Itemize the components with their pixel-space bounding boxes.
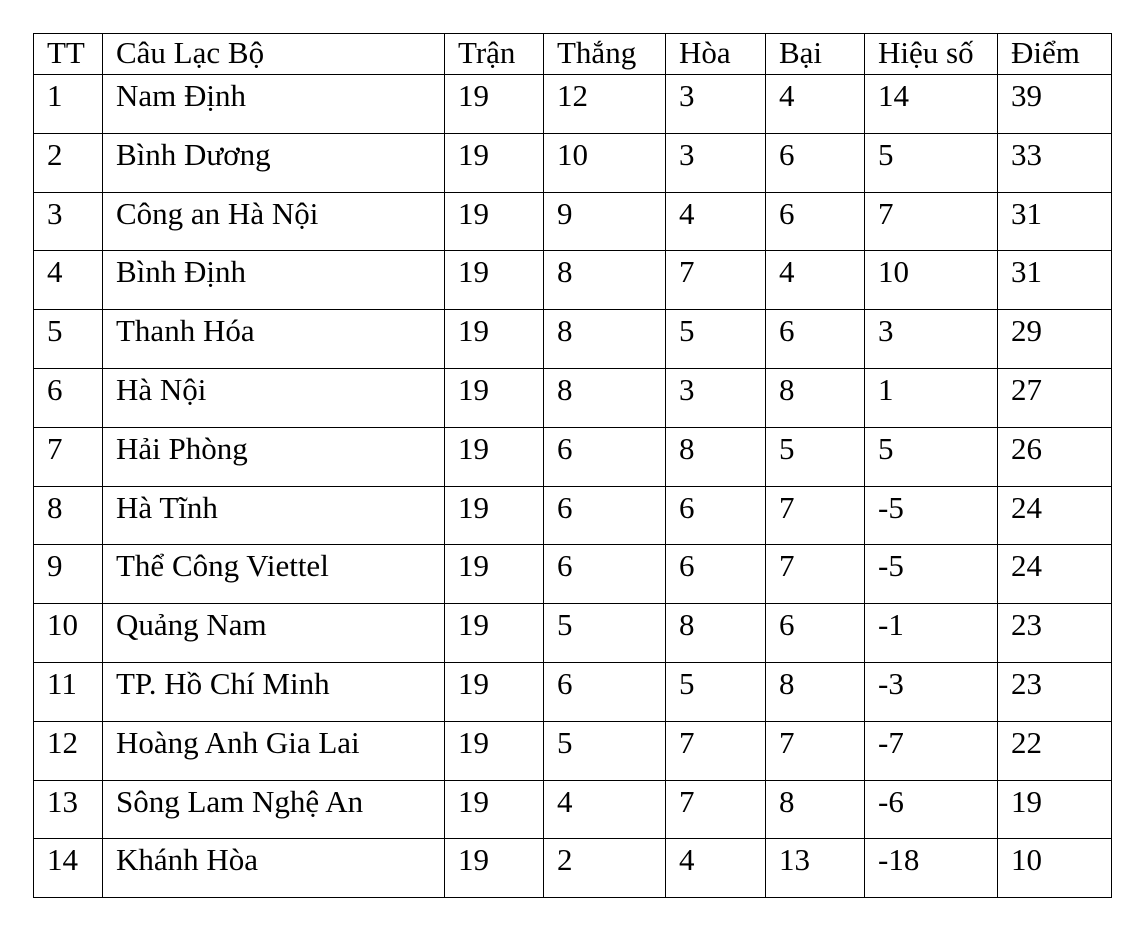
cell-goal-difference: -5 [865,486,998,545]
table-row [34,310,1112,369]
cell-points: 10 [998,839,1112,898]
table-row [34,545,1112,604]
cell-rank: 6 [34,368,103,427]
standings-table [33,33,1112,898]
cell-drawn: 5 [666,662,766,721]
cell-drawn: 5 [666,310,766,369]
table-row [34,427,1112,486]
cell-lost: 8 [766,662,865,721]
cell-drawn: 7 [666,721,766,780]
cell-won: 5 [544,721,666,780]
cell-lost: 6 [766,310,865,369]
table-row [34,75,1112,134]
table-row [34,721,1112,780]
cell-drawn: 3 [666,133,766,192]
cell-goal-difference: -18 [865,839,998,898]
cell-won: 8 [544,310,666,369]
cell-club: Hà Nội [103,368,445,427]
cell-goal-difference: 5 [865,427,998,486]
cell-goal-difference: 7 [865,192,998,251]
cell-won: 6 [544,427,666,486]
cell-club: Thanh Hóa [103,310,445,369]
table-header [34,34,1112,75]
cell-lost: 7 [766,486,865,545]
table-row [34,192,1112,251]
cell-points: 24 [998,545,1112,604]
table-row [34,133,1112,192]
cell-points: 22 [998,721,1112,780]
cell-drawn: 3 [666,75,766,134]
cell-played: 19 [445,604,544,663]
cell-club: Hải Phòng [103,427,445,486]
cell-rank: 11 [34,662,103,721]
table-body [34,75,1112,898]
cell-rank: 1 [34,75,103,134]
cell-drawn: 8 [666,604,766,663]
cell-club: Bình Dương [103,133,445,192]
cell-club: Sông Lam Nghệ An [103,780,445,839]
header-points: Điểm [998,34,1112,75]
cell-won: 8 [544,368,666,427]
cell-goal-difference: -5 [865,545,998,604]
cell-played: 19 [445,133,544,192]
cell-won: 6 [544,545,666,604]
cell-rank: 5 [34,310,103,369]
cell-rank: 3 [34,192,103,251]
cell-points: 19 [998,780,1112,839]
cell-points: 23 [998,662,1112,721]
cell-club: Hoàng Anh Gia Lai [103,721,445,780]
cell-won: 9 [544,192,666,251]
cell-drawn: 7 [666,251,766,310]
cell-rank: 4 [34,251,103,310]
cell-played: 19 [445,310,544,369]
cell-played: 19 [445,780,544,839]
cell-drawn: 8 [666,427,766,486]
cell-lost: 5 [766,427,865,486]
cell-club: Quảng Nam [103,604,445,663]
cell-points: 29 [998,310,1112,369]
cell-won: 5 [544,604,666,663]
cell-points: 31 [998,192,1112,251]
cell-goal-difference: 14 [865,75,998,134]
cell-played: 19 [445,662,544,721]
cell-rank: 13 [34,780,103,839]
cell-lost: 6 [766,133,865,192]
cell-club: TP. Hồ Chí Minh [103,662,445,721]
cell-played: 19 [445,545,544,604]
cell-drawn: 7 [666,780,766,839]
table-row [34,662,1112,721]
header-goal-difference: Hiệu số [865,34,998,75]
cell-rank: 14 [34,839,103,898]
cell-played: 19 [445,75,544,134]
cell-goal-difference: -3 [865,662,998,721]
cell-club: Bình Định [103,251,445,310]
cell-lost: 7 [766,545,865,604]
cell-drawn: 4 [666,192,766,251]
table-row [34,251,1112,310]
cell-played: 19 [445,368,544,427]
cell-lost: 6 [766,604,865,663]
cell-club: Khánh Hòa [103,839,445,898]
header-club: Câu Lạc Bộ [103,34,445,75]
cell-won: 2 [544,839,666,898]
cell-goal-difference: -6 [865,780,998,839]
cell-points: 39 [998,75,1112,134]
cell-goal-difference: 10 [865,251,998,310]
cell-goal-difference: -7 [865,721,998,780]
cell-won: 12 [544,75,666,134]
cell-won: 4 [544,780,666,839]
cell-lost: 13 [766,839,865,898]
table-row [34,368,1112,427]
cell-drawn: 4 [666,839,766,898]
cell-won: 6 [544,486,666,545]
cell-points: 24 [998,486,1112,545]
cell-won: 8 [544,251,666,310]
cell-rank: 9 [34,545,103,604]
cell-lost: 4 [766,75,865,134]
cell-points: 23 [998,604,1112,663]
cell-lost: 8 [766,780,865,839]
cell-rank: 10 [34,604,103,663]
cell-played: 19 [445,486,544,545]
header-lost: Bại [766,34,865,75]
cell-rank: 2 [34,133,103,192]
cell-rank: 7 [34,427,103,486]
header-won: Thắng [544,34,666,75]
cell-played: 19 [445,839,544,898]
cell-club: Hà Tĩnh [103,486,445,545]
header-row [34,34,1112,75]
cell-won: 6 [544,662,666,721]
cell-rank: 12 [34,721,103,780]
table-row [34,604,1112,663]
cell-played: 19 [445,721,544,780]
cell-drawn: 6 [666,545,766,604]
header-drawn: Hòa [666,34,766,75]
cell-points: 31 [998,251,1112,310]
cell-drawn: 3 [666,368,766,427]
cell-rank: 8 [34,486,103,545]
cell-club: Thể Công Viettel [103,545,445,604]
cell-played: 19 [445,192,544,251]
cell-lost: 6 [766,192,865,251]
cell-goal-difference: -1 [865,604,998,663]
cell-goal-difference: 3 [865,310,998,369]
cell-club: Nam Định [103,75,445,134]
cell-played: 19 [445,427,544,486]
table-row [34,780,1112,839]
cell-points: 33 [998,133,1112,192]
cell-points: 26 [998,427,1112,486]
cell-played: 19 [445,251,544,310]
cell-goal-difference: 1 [865,368,998,427]
cell-points: 27 [998,368,1112,427]
header-played: Trận [445,34,544,75]
table-row [34,486,1112,545]
cell-lost: 7 [766,721,865,780]
cell-drawn: 6 [666,486,766,545]
cell-goal-difference: 5 [865,133,998,192]
cell-won: 10 [544,133,666,192]
cell-club: Công an Hà Nội [103,192,445,251]
cell-lost: 4 [766,251,865,310]
cell-lost: 8 [766,368,865,427]
table-row [34,839,1112,898]
header-rank: TT [34,34,103,75]
